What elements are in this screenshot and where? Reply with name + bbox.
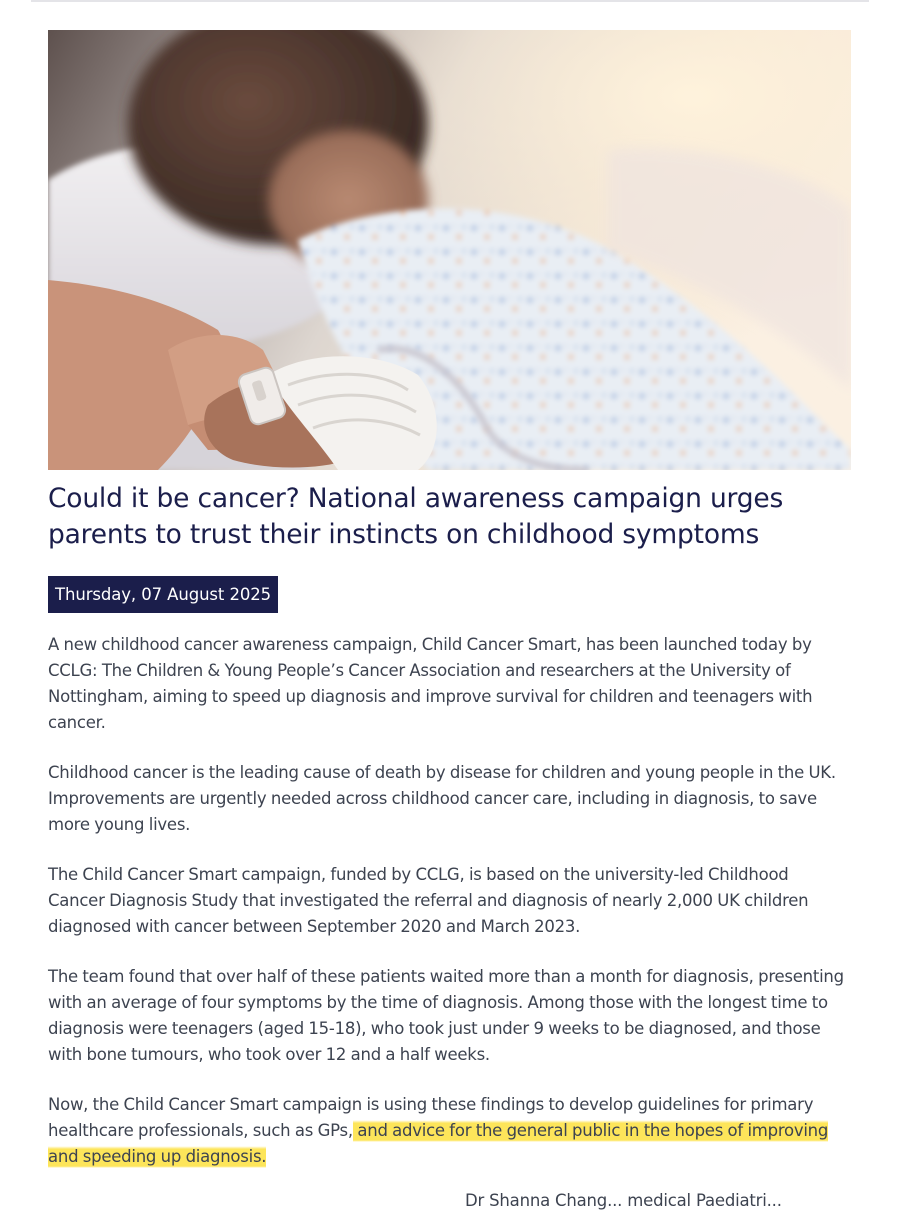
paragraph-text: Now, the Child Cancer Smart campaign is using these findings to develop guidelines for primary healthcare professionals, such as GPs,	[48, 1095, 814, 1140]
article-body	[48, 632, 848, 1194]
date-badge: Thursday, 07 August 2025	[48, 576, 278, 613]
hero-photo-illustration	[48, 30, 851, 470]
cut-off-text-line: Dr Shanna Chang... medical Paediatri...	[465, 1191, 782, 1210]
article-paragraph: A new childhood cancer awareness campaign, Child Cancer Smart, has been launched today by CCLG: The Children & Young People’s Cancer Association and researchers at the University of Nottingham, aiming to speed up diagnosis and improve survival for children and teenagers with cancer.	[48, 635, 813, 732]
article-paragraph: The Child Cancer Smart campaign, funded by CCLG, is based on the university-led Childhood Cancer Diagnosis Study that investigated the referral and diagnosis of nearly 2,000 UK children diagnosed with cancer between September 2020 and March 2023.	[48, 865, 809, 936]
top-divider	[31, 0, 869, 2]
article-paragraph: Childhood cancer is the leading cause of death by disease for children and young people in the UK. Improvements are urgently needed across childhood cancer care, including in diagnosis, to save more young lives.	[48, 763, 836, 834]
highlighted-text: and advice for the general public in the hopes of improving and speeding up diagnosis.	[48, 1121, 829, 1166]
article-paragraph: The team found that over half of these patients waited more than a month for diagnosis, presenting with an average of four symptoms by the time of diagnosis. Among those with the longest time to diagnosis were teenagers (aged 15-18), who took just under 9 weeks to be diagnosed, and those with bone tumours, who took over 12 and a half weeks.	[48, 967, 844, 1064]
article-headline: Could it be cancer? National awareness campaign urges parents to trust their instincts on childhood symptoms	[48, 483, 784, 550]
article-paragraph-highlighted	[48, 1092, 848, 1170]
hero-image	[48, 30, 851, 470]
